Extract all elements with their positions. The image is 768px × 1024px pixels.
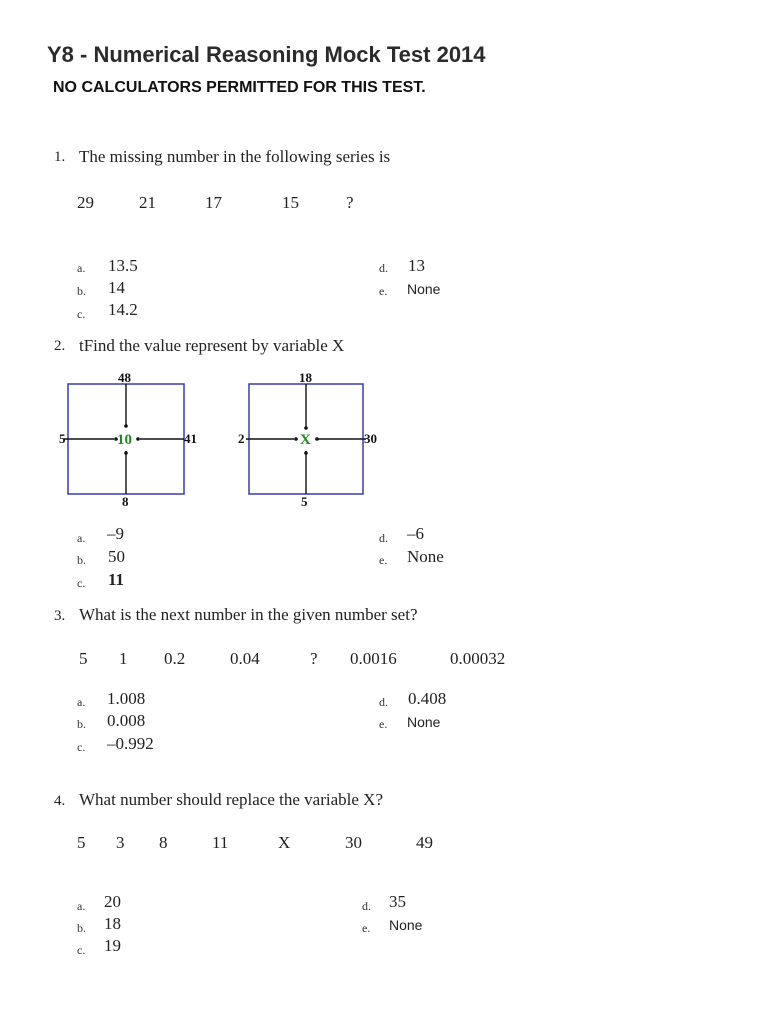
option-letter: b. <box>77 553 86 567</box>
question-number: 2. <box>54 338 66 354</box>
option-letter: e. <box>362 921 371 935</box>
series-item: ? <box>310 649 318 668</box>
series-item: 17 <box>205 193 222 212</box>
cross-diagram-2 <box>238 370 377 509</box>
option-letter: e. <box>379 284 388 298</box>
diagram-dot <box>304 426 308 430</box>
series-item: 3 <box>116 833 125 852</box>
option-value[interactable]: 11 <box>108 570 125 589</box>
diagram-dot <box>124 451 128 455</box>
diagram-dot <box>315 437 319 441</box>
series-item: 11 <box>212 833 229 852</box>
option-value[interactable]: None <box>407 547 444 566</box>
option-value[interactable]: –0.992 <box>107 734 154 753</box>
option-value[interactable]: 14 <box>108 278 125 297</box>
option-letter: b. <box>77 717 86 731</box>
option-value[interactable]: 14.2 <box>108 300 138 319</box>
question-number: 3. <box>54 608 66 624</box>
series-item: 0.0016 <box>350 649 397 668</box>
option-value[interactable]: –9 <box>107 524 124 543</box>
diagram-top-value: 48 <box>118 370 131 385</box>
series-item: 49 <box>416 833 433 852</box>
series-item: 21 <box>139 193 156 212</box>
diagram-dot <box>124 424 128 428</box>
diagram-top-value: 18 <box>299 370 312 385</box>
option-value[interactable]: –6 <box>407 524 424 543</box>
option-value[interactable]: 0.008 <box>107 711 146 730</box>
option-letter: b. <box>77 284 86 298</box>
series-item: ? <box>346 193 354 212</box>
option-letter: a. <box>77 261 86 275</box>
option-value[interactable]: 50 <box>108 547 125 566</box>
no-calculator-notice: NO CALCULATORS PERMITTED FOR THIS TEST. <box>53 79 426 96</box>
diagram-left-value: 5 <box>59 431 66 446</box>
option-value[interactable]: 13.5 <box>108 256 138 275</box>
number-cross-diagrams <box>50 366 390 512</box>
diagram-dot <box>294 437 298 441</box>
question-text: The missing number in the following series is <box>79 147 391 166</box>
option-value[interactable]: 19 <box>104 936 121 955</box>
series-item: X <box>278 833 291 852</box>
diagram-right-value: 30 <box>364 431 377 446</box>
option-letter: d. <box>362 899 371 913</box>
series-item: 15 <box>282 193 299 212</box>
question-text: tFind the value represent by variable X <box>79 336 345 355</box>
series-item: 29 <box>77 193 94 212</box>
option-letter: c. <box>77 576 86 590</box>
diagram-center-value: 10 <box>117 432 132 448</box>
option-letter: e. <box>379 717 388 731</box>
option-letter: b. <box>77 921 86 935</box>
option-value[interactable]: 0.408 <box>408 689 447 708</box>
series-item: 5 <box>77 833 86 852</box>
option-letter: d. <box>379 695 388 709</box>
option-letter: a. <box>77 531 86 545</box>
question-text: What is the next number in the given number set? <box>79 605 418 624</box>
option-letter: c. <box>77 943 86 957</box>
series-item: 0.04 <box>230 649 260 668</box>
series-item: 0.2 <box>164 649 186 668</box>
option-value[interactable]: 35 <box>389 892 406 911</box>
option-value[interactable]: None <box>407 281 441 297</box>
diagram-left-value: 2 <box>238 431 245 446</box>
option-letter: a. <box>77 695 86 709</box>
option-value[interactable]: 13 <box>408 256 425 275</box>
series-item: 1 <box>119 649 128 668</box>
option-letter: d. <box>379 531 388 545</box>
diagram-dot <box>304 451 308 455</box>
series-item: 5 <box>79 649 88 668</box>
option-value[interactable]: None <box>389 917 423 933</box>
diagram-dot <box>136 437 140 441</box>
question-number: 4. <box>54 793 66 809</box>
question-text: What number should replace the variable X? <box>79 790 383 809</box>
option-value[interactable]: 1.008 <box>107 689 146 708</box>
option-letter: d. <box>379 261 388 275</box>
cross-diagram-1 <box>59 370 197 509</box>
diagram-bottom-value: 5 <box>301 494 308 509</box>
question-number: 1. <box>54 149 66 165</box>
series-item: 0.00032 <box>450 649 506 668</box>
option-value[interactable]: 20 <box>104 892 121 911</box>
option-letter: c. <box>77 307 86 321</box>
diagram-center-value: X <box>300 432 311 448</box>
option-letter: c. <box>77 740 86 754</box>
option-letter: a. <box>77 899 86 913</box>
option-value[interactable]: None <box>407 714 441 730</box>
series-item: 30 <box>345 833 362 852</box>
option-letter: e. <box>379 553 388 567</box>
option-value[interactable]: 18 <box>104 914 121 933</box>
diagram-bottom-value: 8 <box>122 494 129 509</box>
series-item: 8 <box>159 833 168 852</box>
page-title: Y8 - Numerical Reasoning Mock Test 2014 <box>47 42 486 67</box>
diagram-right-value: 41 <box>184 431 197 446</box>
